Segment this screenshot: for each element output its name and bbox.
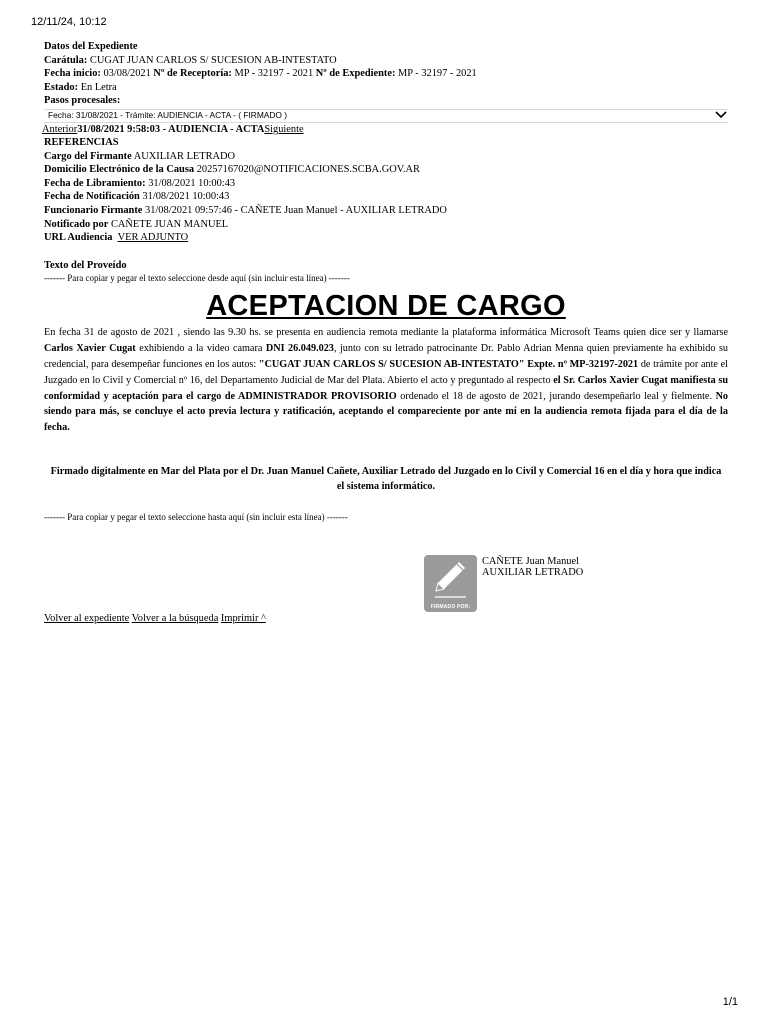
tramite-nav xyxy=(42,123,728,136)
receptoria-value: MP - 32197 - 2021 xyxy=(234,68,314,80)
signature-block xyxy=(424,555,624,615)
notificado-value: CAÑETE JUAN MANUEL xyxy=(110,218,229,230)
fecha-inicio-row xyxy=(44,67,728,81)
libramiento-label: Fecha de Libramiento: xyxy=(44,177,146,189)
imprimir-link[interactable]: Imprimir ^ xyxy=(220,613,266,624)
cargo-label: Cargo del Firmante xyxy=(44,150,132,162)
anterior-link[interactable]: Anterior xyxy=(42,123,78,135)
body-text-3: , junto con su letrado patrocinante Dr. Pablo Adrian Menna quien previamente ha exhibido su credencial, para desempeñar funciones en los autos: xyxy=(44,343,729,370)
body-bold-dni: DNI 26.049.023 xyxy=(265,343,334,355)
body-bold-cierre: No siendo para más, se concluye el acto previa lectura y ratificación, aceptando el compareciente por ante mí en la audiencia remota fijada para el día de la fecha. xyxy=(44,390,729,434)
funcionario-row xyxy=(44,204,728,218)
caratula-value: CUGAT JUAN CARLOS S/ SUCESION AB-INTESTATO xyxy=(89,54,337,66)
body-bold-name: Carlos Xavier Cugat xyxy=(44,343,136,355)
estado-value: En Letra xyxy=(80,81,117,93)
siguiente-link[interactable]: Siguiente xyxy=(264,123,304,135)
section-title-expediente: Datos del Expediente xyxy=(44,41,138,52)
pasos-procesales-select[interactable] xyxy=(44,109,728,123)
proveido-title: Texto del Proveído xyxy=(44,259,127,271)
copy-start-line: ------- Para copiar y pegar el texto seleccione desde aquí (sin incluir esta línea) ------- xyxy=(44,273,350,284)
volver-busqueda-link[interactable]: Volver a la búsqueda xyxy=(131,613,219,624)
document-heading: ACEPTACION DE CARGO xyxy=(206,290,566,323)
body-text-5: ordenado el 18 de agosto de 2021, jurando desempeñarlo leal y fielmente. xyxy=(396,390,716,402)
signer-name: CAÑETE Juan Manuel xyxy=(482,556,579,567)
notificado-row xyxy=(44,218,728,232)
ver-adjunto-link[interactable]: VER ADJUNTO xyxy=(117,232,189,244)
stamp-label: FIRMADO POR: xyxy=(430,604,471,610)
body-text-4: de trámite por ante el Juzgado en lo Civil y Comercial nº 16, del Departamento Judicial de Mar del Plata. Abierto el acto y preguntado al respecto xyxy=(44,358,728,386)
url-audiencia-row xyxy=(44,231,728,245)
funcionario-label: Funcionario Firmante xyxy=(44,204,143,216)
url-audiencia-label: URL Audiencia xyxy=(44,232,113,244)
body-text-1: En fecha 31 de agosto de 2021 , siendo las 9.30 hs. se presenta en audiencia remota mediante la plataforma informática Microsoft Teams quien dice ser y llamarse xyxy=(44,327,728,339)
pen-icon xyxy=(424,555,477,603)
funcionario-value: 31/08/2021 09:57:46 - CAÑETE Juan Manuel - AUXILIAR LETRADO xyxy=(145,204,447,216)
proveido-body xyxy=(44,325,728,436)
fecha-inicio-value: 03/08/2021 xyxy=(103,68,151,80)
pasos-selected-value: Fecha: 31/08/2021 - Trámite: AUDIENCIA - ACTA - ( FIRMADO ) xyxy=(48,109,288,120)
libramiento-row xyxy=(44,177,728,191)
copy-end-line: ------- Para copiar y pegar el texto seleccione hasta aquí (sin incluir esta línea) ------- xyxy=(44,512,348,523)
referencias-title: REFERENCIAS xyxy=(44,136,119,148)
notificado-label: Notificado por xyxy=(44,218,109,230)
domicilio-value: 20257167020@NOTIFICACIONES.SCBA.GOV.AR xyxy=(196,164,420,176)
domicilio-label: Domicilio Electrónico de la Causa xyxy=(44,164,195,176)
cargo-row xyxy=(44,150,728,164)
page-number: 1/1 xyxy=(722,996,738,1008)
current-tramite: 31/08/2021 9:58:03 - AUDIENCIA - ACTA xyxy=(77,123,265,135)
volver-expediente-link[interactable]: Volver al expediente xyxy=(44,613,130,624)
bottom-links xyxy=(44,613,266,624)
caratula-row xyxy=(44,54,728,68)
body-bold-autos: "CUGAT JUAN CARLOS S/ SUCESION AB-INTESTATO" Expte. nº MP-32197-2021 xyxy=(258,358,639,370)
chevron-down-icon[interactable] xyxy=(714,108,728,120)
caratula-label: Carátula: xyxy=(44,54,88,66)
domicilio-row xyxy=(44,163,728,177)
signer-info xyxy=(482,557,583,578)
fecha-inicio-label: Fecha inicio: xyxy=(44,68,101,80)
signer-role: AUXILIAR LETRADO xyxy=(482,566,584,578)
print-datetime: 12/11/24, 10:12 xyxy=(31,16,107,28)
estado-label: Estado: xyxy=(44,81,79,93)
libramiento-value: 31/08/2021 10:00:43 xyxy=(148,177,236,189)
firmado-digitalmente-text: Firmado digitalmente en Mar del Plata por el Dr. Juan Manuel Cañete, Auxiliar Letrado del Juzgado en lo Civil y Comercial 16 en el día y hora que indica el sistema informático. xyxy=(50,465,722,493)
pasos-label: Pasos procesales: xyxy=(44,95,121,107)
cargo-value: AUXILIAR LETRADO xyxy=(133,150,236,162)
expediente-number-value: MP - 32197 - 2021 xyxy=(398,68,477,80)
body-bold-conformidad: el Sr. Carlos Xavier Cugat manifiesta su conformidad y aceptación para el cargo de ADMINISTRADOR PROVISORIO xyxy=(44,374,728,402)
receptoria-label: Nº de Receptoría: xyxy=(153,68,232,80)
notificacion-row xyxy=(44,190,728,204)
estado-row xyxy=(44,81,728,95)
digital-signature-stamp xyxy=(424,555,477,612)
expediente-content xyxy=(44,40,728,523)
notificacion-label: Fecha de Notificación xyxy=(44,191,140,203)
notificacion-value: 31/08/2021 10:00:43 xyxy=(142,191,230,203)
expediente-number-label: Nº de Expediente: xyxy=(315,68,396,80)
body-text-2: exhibiendo a la video camara xyxy=(135,343,266,355)
